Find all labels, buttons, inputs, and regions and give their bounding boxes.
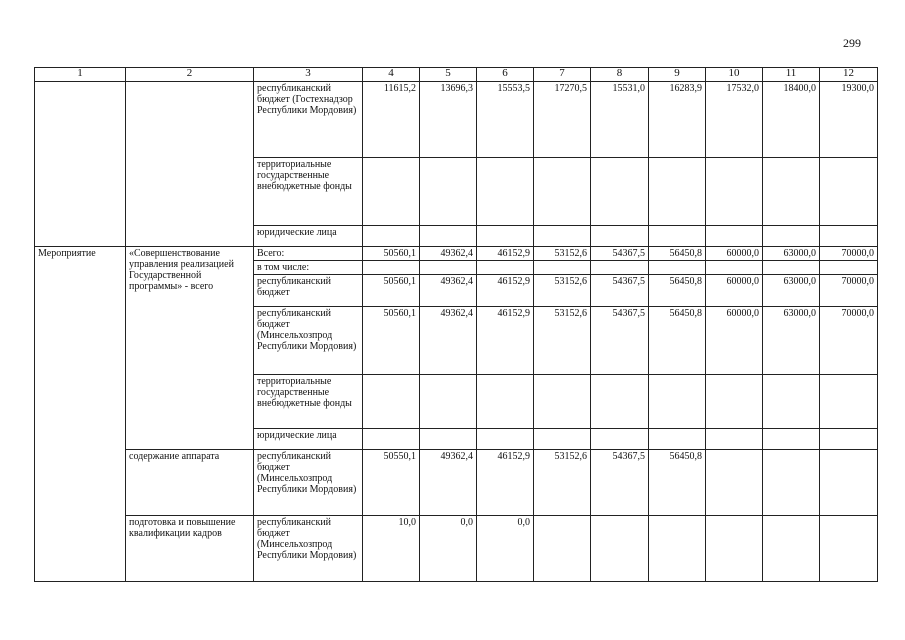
value-cell: [820, 450, 878, 516]
value-cell: [763, 375, 820, 429]
value-cell: 63000,0: [763, 307, 820, 375]
value-cell: 0,0: [420, 516, 477, 582]
value-cell: 60000,0: [706, 247, 763, 261]
value-cell: [706, 375, 763, 429]
value-cell: [534, 226, 591, 247]
value-cell: 46152,9: [477, 307, 534, 375]
value-cell: [534, 375, 591, 429]
value-cell: 16283,9: [649, 82, 706, 158]
value-cell: 63000,0: [763, 275, 820, 307]
value-cell: 63000,0: [763, 247, 820, 261]
value-cell: [706, 516, 763, 582]
value-cell: 53152,6: [534, 450, 591, 516]
value-cell: [420, 226, 477, 247]
value-cell: 70000,0: [820, 275, 878, 307]
value-cell: [649, 375, 706, 429]
measure-cell: Мероприятие: [35, 247, 126, 582]
program-cell: подготовка и повышение квалификации кадров: [126, 516, 254, 582]
value-cell: 60000,0: [706, 307, 763, 375]
value-cell: [477, 158, 534, 226]
value-cell: [477, 375, 534, 429]
value-cell: [763, 450, 820, 516]
value-cell: 19300,0: [820, 82, 878, 158]
value-cell: 49362,4: [420, 247, 477, 261]
value-cell: 53152,6: [534, 247, 591, 261]
table-row: [35, 516, 878, 582]
value-cell: [477, 429, 534, 450]
table-row: [35, 82, 878, 158]
value-cell: 49362,4: [420, 307, 477, 375]
funding-source-cell: Всего:: [254, 247, 363, 261]
value-cell: 15531,0: [591, 82, 649, 158]
column-header: 2: [126, 68, 254, 82]
value-cell: 70000,0: [820, 307, 878, 375]
funding-source-cell: республиканский бюджет (Минсельхозпрод Республики Мордовия): [254, 307, 363, 375]
column-header: 10: [706, 68, 763, 82]
value-cell: 17532,0: [706, 82, 763, 158]
value-cell: [649, 158, 706, 226]
funding-source-cell: республиканский бюджет (Гостехнадзор Республики Мордовия): [254, 82, 363, 158]
value-cell: [534, 158, 591, 226]
column-header: 12: [820, 68, 878, 82]
value-cell: [763, 516, 820, 582]
value-cell: 46152,9: [477, 275, 534, 307]
value-cell: [649, 429, 706, 450]
value-cell: [763, 261, 820, 275]
value-cell: 56450,8: [649, 307, 706, 375]
funding-source-cell: республиканский бюджет (Минсельхозпрод Республики Мордовия): [254, 450, 363, 516]
value-cell: [420, 158, 477, 226]
value-cell: [706, 158, 763, 226]
value-cell: 54367,5: [591, 275, 649, 307]
funding-source-cell: юридические лица: [254, 429, 363, 450]
value-cell: 54367,5: [591, 247, 649, 261]
value-cell: 49362,4: [420, 275, 477, 307]
value-cell: [820, 158, 878, 226]
value-cell: [420, 429, 477, 450]
value-cell: 17270,5: [534, 82, 591, 158]
value-cell: 70000,0: [820, 247, 878, 261]
value-cell: 50560,1: [363, 275, 420, 307]
value-cell: [649, 261, 706, 275]
value-cell: 49362,4: [420, 450, 477, 516]
column-header: 11: [763, 68, 820, 82]
funding-source-cell: юридические лица: [254, 226, 363, 247]
value-cell: [363, 261, 420, 275]
value-cell: 11615,2: [363, 82, 420, 158]
table-row: [35, 247, 878, 261]
value-cell: [763, 226, 820, 247]
value-cell: [591, 226, 649, 247]
value-cell: [591, 158, 649, 226]
funding-source-cell: территориальные государственные внебюджетные фонды: [254, 158, 363, 226]
value-cell: 60000,0: [706, 275, 763, 307]
column-header: 1: [35, 68, 126, 82]
page-number: 299: [843, 36, 861, 50]
value-cell: [706, 226, 763, 247]
value-cell: [591, 375, 649, 429]
value-cell: 56450,8: [649, 275, 706, 307]
value-cell: [706, 429, 763, 450]
program-cell: содержание аппарата: [126, 450, 254, 516]
value-cell: [477, 226, 534, 247]
value-cell: [820, 375, 878, 429]
value-cell: 13696,3: [420, 82, 477, 158]
column-header: 7: [534, 68, 591, 82]
value-cell: 15553,5: [477, 82, 534, 158]
value-cell: 53152,6: [534, 275, 591, 307]
value-cell: [477, 261, 534, 275]
value-cell: 46152,9: [477, 247, 534, 261]
value-cell: [591, 516, 649, 582]
value-cell: [706, 261, 763, 275]
value-cell: [820, 429, 878, 450]
column-header: 9: [649, 68, 706, 82]
value-cell: [706, 450, 763, 516]
value-cell: 54367,5: [591, 450, 649, 516]
value-cell: [363, 429, 420, 450]
value-cell: [763, 429, 820, 450]
value-cell: 46152,9: [477, 450, 534, 516]
funding-source-cell: республиканский бюджет: [254, 275, 363, 307]
program-cell: [126, 82, 254, 247]
value-cell: 50560,1: [363, 247, 420, 261]
value-cell: [363, 158, 420, 226]
value-cell: 18400,0: [763, 82, 820, 158]
budget-table: [34, 67, 878, 582]
value-cell: [763, 158, 820, 226]
value-cell: [363, 226, 420, 247]
value-cell: [649, 226, 706, 247]
value-cell: [534, 429, 591, 450]
value-cell: [534, 261, 591, 275]
value-cell: 53152,6: [534, 307, 591, 375]
value-cell: [649, 516, 706, 582]
value-cell: [820, 516, 878, 582]
value-cell: [820, 226, 878, 247]
value-cell: [591, 429, 649, 450]
measure-cell: [35, 82, 126, 247]
value-cell: 56450,8: [649, 450, 706, 516]
value-cell: [534, 516, 591, 582]
value-cell: 50550,1: [363, 450, 420, 516]
value-cell: 0,0: [477, 516, 534, 582]
value-cell: [591, 261, 649, 275]
table-row: [35, 450, 878, 516]
value-cell: [820, 261, 878, 275]
value-cell: [420, 261, 477, 275]
funding-source-cell: республиканский бюджет (Минсельхозпрод Республики Мордовия): [254, 516, 363, 582]
column-header: 6: [477, 68, 534, 82]
column-header: 4: [363, 68, 420, 82]
value-cell: [420, 375, 477, 429]
header-row: [35, 68, 878, 82]
column-header: 8: [591, 68, 649, 82]
value-cell: 56450,8: [649, 247, 706, 261]
value-cell: 10,0: [363, 516, 420, 582]
value-cell: 54367,5: [591, 307, 649, 375]
column-header: 3: [254, 68, 363, 82]
value-cell: 50560,1: [363, 307, 420, 375]
funding-source-cell: в том числе:: [254, 261, 363, 275]
program-cell: «Совершенствование управления реализацией Государственной программы» - всего: [126, 247, 254, 450]
column-header: 5: [420, 68, 477, 82]
value-cell: [363, 375, 420, 429]
funding-source-cell: территориальные государственные внебюджетные фонды: [254, 375, 363, 429]
